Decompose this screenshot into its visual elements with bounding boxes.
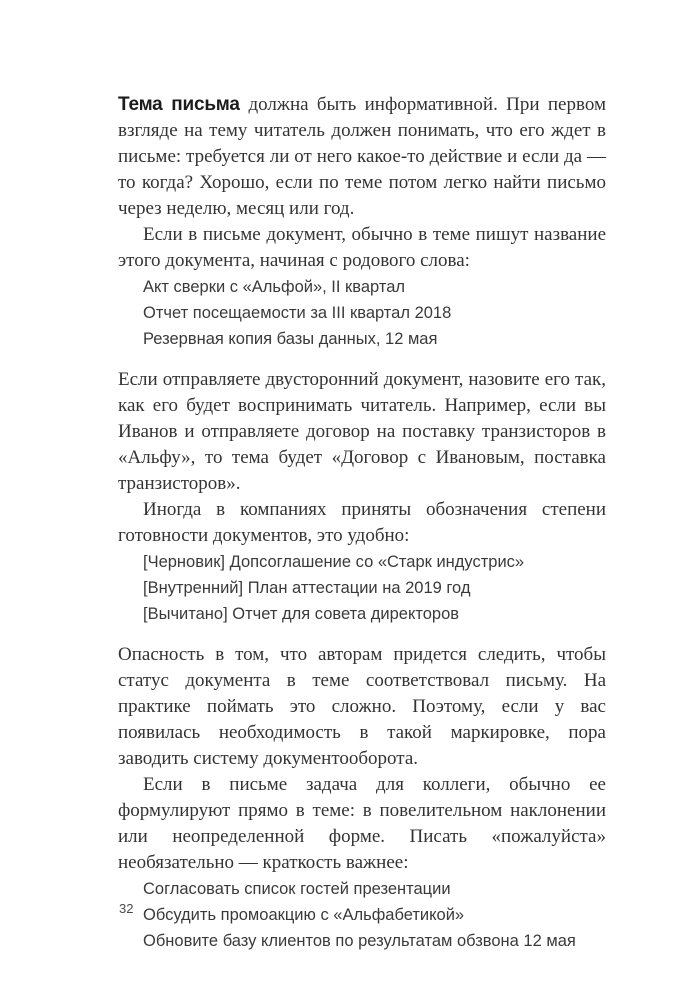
example-line: [Внутренний] План аттестации на 2019 год — [143, 579, 471, 597]
example-line: Резервная копия базы данных, 12 мая — [143, 330, 438, 348]
example-list — [118, 274, 606, 352]
paragraph: Опасность в том, что авторам придется следить, чтобы статус документа в теме соответствовал письму. На практике поймать это сложно. Поэтому, если у вас появилась необходимость в такой маркировке, пора заводить систему документооборота. — [118, 644, 606, 769]
example-line: Обсудить промоакцию с «Альфабетикой» — [143, 906, 465, 924]
paragraph: Иногда в компаниях приняты обозначения степени готовности документов, это удобно: — [118, 499, 606, 546]
page-number: 32 — [119, 901, 134, 916]
example-line: Согласовать список гостей презентации — [143, 880, 451, 898]
paragraph: Если отправляете двусторонний документ, назовите его так, как его будет воспринимать читатель. Например, если вы Иванов и отправляете договор на поставку транзисторов в «Альфу», то тема будет «Договор с Ивановым, поставка транзисторов». — [118, 369, 606, 494]
example-list — [118, 876, 606, 954]
paragraph: Если в письме документ, обычно в теме пишут название этого документа, начиная с родового слова: — [118, 224, 606, 271]
bold-lead: Тема письма — [118, 94, 249, 115]
example-line: [Вычитано] Отчет для совета директоров — [143, 605, 460, 623]
example-line: Отчет посещаемости за III квартал 2018 — [143, 304, 452, 322]
paragraph: Если в письме задача для коллеги, обычно ее формулируют прямо в теме: в повелительном наклонении или неопределенной форме. Писать «пожалуйста» необязательно — краткость важнее: — [118, 774, 606, 873]
page-text — [118, 92, 606, 954]
paragraph: Тема письма должна быть информативной. При первом взгляде на тему читатель должен понимать, что его ждет в письме: требуется ли от него какое-то действие и если да — то когда? Хорошо, если по теме потом легко найти письмо через неделю, месяц или год. — [118, 94, 606, 219]
example-line: Обновите базу клиентов по результатам обзвона 12 мая — [143, 932, 576, 950]
example-line: [Черновик] Допсоглашение со «Старк индустрис» — [143, 553, 525, 571]
example-line: Акт сверки с «Альфой», II квартал — [143, 278, 406, 296]
example-list — [118, 549, 606, 627]
